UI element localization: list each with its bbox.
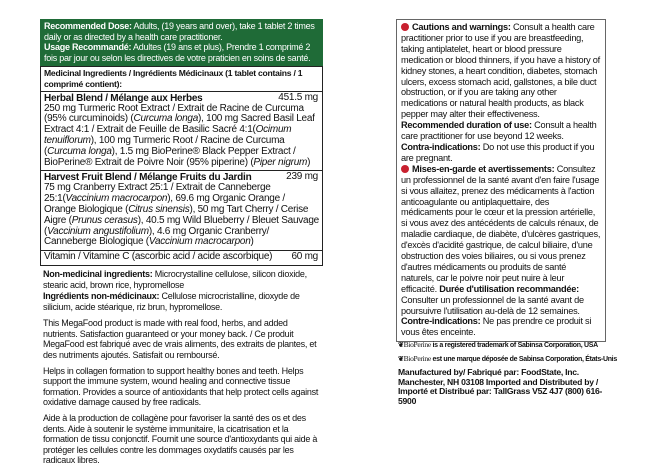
- non-medicinal-en: [40, 269, 323, 290]
- blend-ingredients: [44, 183, 319, 248]
- ingredient-text: 250 mg Turmeric Root Extract / Extrait de Racine de Curcuma (95% curcuminoids) (: [44, 102, 304, 125]
- text: Microcrystalline cellulose, silicon dioxide, stearic acid, brown rice, hypromellose: [43, 268, 307, 290]
- trademark-fr: [398, 354, 617, 366]
- ingredient-text: ), 100 mg Sacred Basil Leaf Extract 4:1 / Extrait de Feuille de Basilic Sacré 4:1(: [44, 113, 315, 136]
- label: Recommended duration of use:: [401, 120, 532, 131]
- latin-name: Piper nigrum: [253, 156, 308, 168]
- vitamin-c-row: [41, 251, 322, 265]
- latin-name: Vaccinium angustifolium: [47, 225, 149, 237]
- warning-dot-icon: [401, 23, 409, 31]
- blend-amount: 451.5 mg: [278, 91, 318, 103]
- latin-name: Curcuma longa: [133, 113, 199, 125]
- warnings-en: [401, 22, 601, 164]
- label: Contra-indications:: [401, 141, 481, 152]
- ingredient-text: ), 69.6 mg Organic Orange / Orange Biologique (: [44, 193, 285, 215]
- latin-name: Prunus cerasus: [71, 214, 138, 226]
- text: is a registered trademark of Sabinsa Corporation, USA: [430, 342, 598, 349]
- blend-title: Harvest Fruit Blend / Mélange Fruits du Jardin: [44, 172, 252, 184]
- non-medicinal-fr: [40, 291, 323, 312]
- ingredient-text: ), 1.5 mg BioPerine® Black Pepper Extract / BioPerine® Extrait de Poivre Noir (95% piperine) (: [44, 145, 296, 168]
- recommended-dose-panel: [40, 19, 323, 66]
- latin-name: Citrus sinensis: [128, 203, 190, 215]
- claim-fr: Aide à la production de collagène pour favoriser la santé des os et des dents. Aide à soutenir le système immunitaire, la cicatrisation et la formation de tissu conjonctif. Fournit une source d'antioxydants qui aide à protéger les cellules contre les dommages oxydatifs causés par les radicaux libres.: [43, 413, 318, 466]
- leaf-icon: ❦: [398, 356, 404, 363]
- herbal-blend: [41, 92, 322, 172]
- dose-en-label: Recommended Dose:: [44, 21, 132, 31]
- label: Ingrédients non-médicinaux:: [43, 291, 160, 302]
- vitamin-amount: 60 mg: [291, 251, 318, 263]
- blend-ingredients: [44, 104, 319, 169]
- harvest-fruit-blend: [41, 171, 322, 251]
- medicinal-ingredients-table: [40, 66, 323, 266]
- latin-name: Ocimum tenuiflorum: [44, 124, 292, 146]
- warnings-fr: [401, 164, 601, 339]
- claim-en: Helps in collagen formation to support healthy bones and teeth. Helps support the immune system, wound healing and connective tissue formation. Provides a source of antioxidants that help protect cells against oxidative damage caused by free radicals.: [43, 365, 319, 408]
- vitamin-label: Vitamin / Vitamine C (ascorbic acid / acide ascorbique): [44, 251, 273, 263]
- bioperine-logo: BioPerine: [403, 354, 431, 363]
- guarantee-text: This MegaFood product is made with real food, herbs, and added nutrients. Satisfaction guaranteed or your money back. / Ce produit MegaFood est fabriqué avec de vrais aliments, des extraits de plantes, et des nutriments ajoutés. Satisfait ou remboursé.: [43, 318, 317, 361]
- warnings-box: [396, 19, 606, 342]
- text: Consult a health care practitioner for use beyond 12 weeks.: [401, 120, 597, 142]
- trademark-en: [398, 340, 598, 352]
- ingredient-text: ), 50 mg Tart Cherry / Cerise Aigre (: [44, 203, 309, 226]
- leaf-icon: ❦: [398, 342, 404, 349]
- blend-amount: 239 mg: [286, 171, 318, 183]
- latin-name: Curcuma longa: [47, 145, 112, 157]
- text: Consultez un professionnel de la santé avant d'en faire l'usage si vous allaitez, prenez des médicaments à l'action anticoagulante ou antiplaquettaire, des médicaments pour le cœur et la pression artérielle, si vous avez des antécédents de calculs rénaux, de maladie cardiaque, de diabète, d'ulcères gastriques, d'excès d'acidité gastrique, de calcul biliaire, d'une obstruction des voies biliaires, ou si vous prenez d'autres médicaments ou produits de santé naturels, car le poivre noir peut nuire à leur efficacité.: [401, 163, 601, 294]
- latin-name: Vaccinium macrocarpon: [148, 236, 251, 248]
- dose-en-text: Adults, (19 years and over), take 1 tablet 2 times daily or as directed by a health care practitioner.: [44, 21, 315, 42]
- text: Do not use this product if you are pregnant.: [401, 141, 595, 163]
- ingredient-text: 75 mg Cranberry Extract 25:1 / Extrait de Canneberge 25:1(: [44, 182, 271, 205]
- ingredient-text: ), 4.6 mg Organic Cranberry/ Canneberge Biologique (: [44, 225, 270, 248]
- text: Cellulose microcristalline, dioxyde de silicium, acide stéarique, riz brun, hypromellose.: [43, 291, 300, 312]
- warning-dot-icon: [401, 165, 409, 173]
- text: est une marque déposée de Sabinsa Corporation, États-Unis: [430, 356, 617, 363]
- label: Contre-indications:: [401, 316, 481, 327]
- text: Consulter un professionnel de la santé avant de poursuivre l'utilisation au-delà de 12 semaines.: [401, 294, 584, 316]
- dose-en: [44, 21, 319, 42]
- ingredient-text: ): [307, 156, 311, 168]
- dose-fr: [44, 42, 319, 63]
- manufacturer-info: Manufactured by/ Fabriqué par: FoodState, Inc. Manchester, NH 03108 Imported and Distributed by / Importé et Distribué par: TallGrass V5Z 4J7 (800) 616-5900: [398, 367, 603, 406]
- latin-name: Vaccinium macrocarpon: [65, 193, 168, 205]
- dose-fr-label: Usage Recommandé:: [44, 42, 132, 53]
- label: Cautions and warnings:: [412, 22, 511, 32]
- label: Mises-en-garde et avertissements:: [412, 163, 555, 174]
- label: Non-medicinal ingredients:: [43, 268, 153, 279]
- left-column: [40, 19, 323, 466]
- text: Ne pas prendre ce produit si vous êtes enceinte.: [401, 316, 592, 338]
- dose-fr-text: Adultes (19 ans et plus), Prendre 1 comprimé 2 fois par jour ou selon les directives de votre praticien en soins de santé.: [44, 42, 311, 63]
- ingredient-text: ), 40.5 mg Wild Blueberry / Bleuet Sauvage (: [44, 214, 319, 237]
- ingredient-text: ): [250, 236, 254, 248]
- blend-title: Herbal Blend / Mélange aux Herbes: [44, 92, 203, 104]
- bioperine-logo: BioPerine: [403, 340, 431, 349]
- medicinal-header: Medicinal Ingredients / Ingrédients Médicinaux (1 tablet contains / 1 comprimé contient):: [41, 66, 322, 91]
- label: Durée d'utilisation recommandée:: [436, 283, 579, 294]
- text: Consult a health care practitioner prior to use if you are breastfeeding, taking antiplatelet, heart or blood pressure medication or blood thinners, if you have a history of kidney stones, a heart condition, diabetes, stomach ulcers, excess stomach acid, gallstones, a bile duct obstruction, or if you are taking any other medications or natural health products, as black pepper may alter their effectiveness.: [401, 22, 600, 120]
- ingredient-text: ), 100 mg Turmeric Root / Racine de Curcuma (: [44, 134, 285, 157]
